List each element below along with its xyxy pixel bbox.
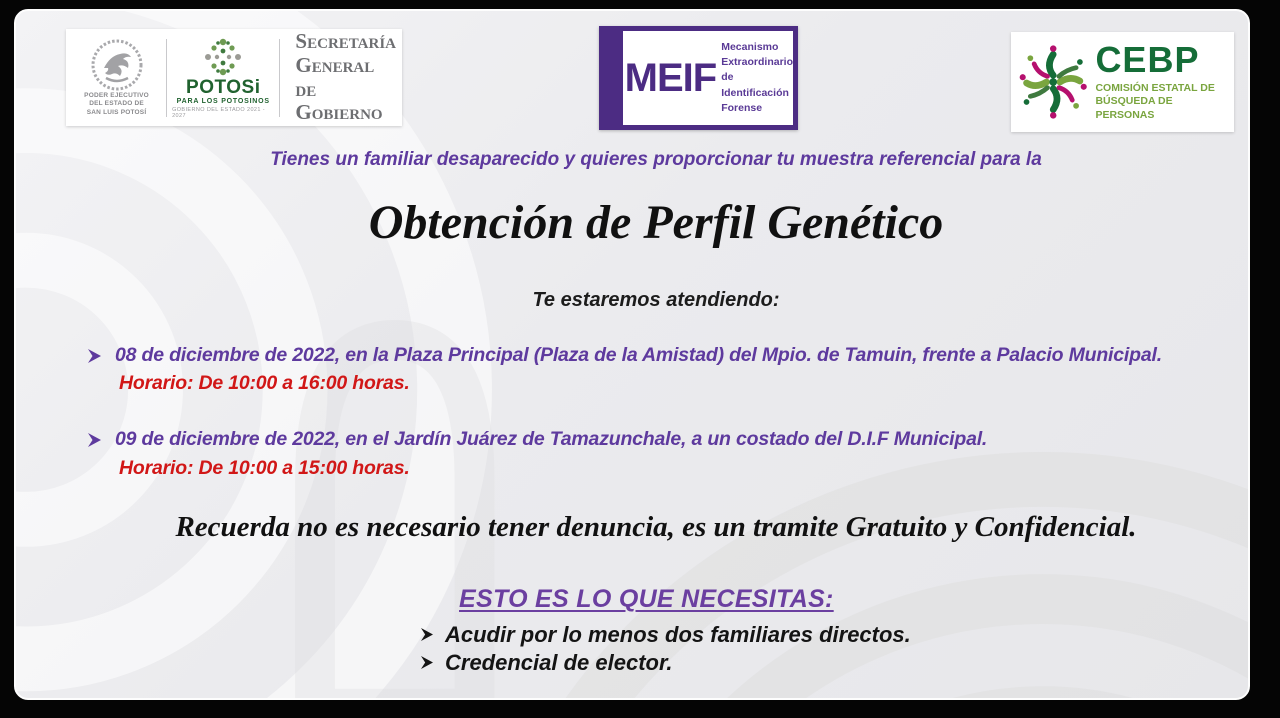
arrow-bullet-icon bbox=[421, 628, 433, 641]
cebp-name-line: BÚSQUEDA DE PERSONAS bbox=[1095, 95, 1173, 121]
requirement-item-1 bbox=[421, 622, 911, 648]
seal-caption-line: SAN LUIS POTOSÍ bbox=[86, 108, 147, 116]
meif-name-line: Identificación bbox=[721, 86, 789, 99]
potosi-title: POTOSi bbox=[186, 77, 261, 98]
government-logo-block bbox=[66, 29, 402, 126]
meif-full-name bbox=[721, 40, 793, 116]
event-date-line: 09 de diciembre de 2022, en el Jardín Juárez de Tamazunchale, a un costado del D.I.F Municipal. bbox=[115, 428, 988, 450]
divider bbox=[166, 39, 167, 117]
potosi-footnote: GOBIERNO DEL ESTADO 2021 - 2027 bbox=[172, 107, 266, 119]
meif-logo-inner bbox=[604, 31, 793, 125]
eagle-seal-icon bbox=[90, 38, 144, 92]
cebp-name-line: COMISIÓN ESTATAL DE bbox=[1095, 82, 1215, 95]
meif-purple-bar bbox=[604, 31, 623, 125]
meif-name-line: Extraordinario de bbox=[721, 56, 793, 84]
cebp-wordmark bbox=[1095, 39, 1228, 121]
secretaria-line: Secretaría bbox=[295, 29, 397, 54]
potosi-knot-icon bbox=[200, 36, 246, 78]
event-item-2 bbox=[88, 428, 987, 451]
arrow-bullet-icon bbox=[421, 656, 433, 669]
meif-logo-block bbox=[599, 26, 798, 130]
requirements-title: ESTO ES LO QUE NECESITAS: bbox=[459, 585, 834, 613]
arrow-bullet-icon bbox=[88, 433, 101, 447]
divider bbox=[279, 39, 280, 117]
meif-name-line: Forense bbox=[721, 101, 763, 114]
potosi-subtitle: PARA LOS POTOSINOS bbox=[176, 98, 270, 105]
cebp-logo-block bbox=[1011, 32, 1234, 132]
event-item-1 bbox=[88, 344, 1162, 367]
arrow-bullet-icon bbox=[88, 349, 101, 363]
requirement-item-2 bbox=[421, 650, 672, 676]
seal-caption-line: DEL ESTADO DE bbox=[89, 100, 144, 108]
page-title: Obtención de Perfil Genético bbox=[368, 196, 944, 249]
secretaria-line: General bbox=[295, 52, 375, 77]
cebp-acronym: CEBP bbox=[1095, 39, 1200, 81]
secretaria-title bbox=[285, 30, 396, 124]
potosi-brand bbox=[172, 36, 274, 119]
attending-subtitle: Te estaremos atendiendo: bbox=[532, 289, 780, 311]
flyer-card bbox=[14, 9, 1250, 700]
event-date-line: 08 de diciembre de 2022, en la Plaza Principal (Plaza de la Amistad) del Mpio. de Tamuin, frente a Palacio Municipal. bbox=[115, 344, 1162, 366]
meif-name-line: Mecanismo bbox=[721, 40, 779, 53]
requirement-text: Acudir por lo menos dos familiares directos. bbox=[445, 622, 911, 647]
requirement-text: Credencial de elector. bbox=[445, 650, 673, 675]
cebp-burst-icon bbox=[1017, 41, 1089, 123]
reminder-line: Recuerda no es necesario tener denuncia, es un tramite Gratuito y Confidencial. bbox=[175, 511, 1137, 543]
meif-acronym: MEIF bbox=[624, 55, 717, 100]
event-schedule-1: Horario: De 10:00 a 16:00 horas. bbox=[119, 372, 410, 394]
secretaria-line: de Gobierno bbox=[295, 76, 383, 125]
event-schedule-2: Horario: De 10:00 a 15:00 horas. bbox=[119, 457, 410, 479]
state-seal bbox=[72, 38, 161, 116]
intro-line: Tienes un familiar desaparecido y quieres proporcionar tu muestra referencial para la bbox=[270, 149, 1042, 170]
seal-caption-line: PODER EJECUTIVO bbox=[84, 92, 149, 100]
